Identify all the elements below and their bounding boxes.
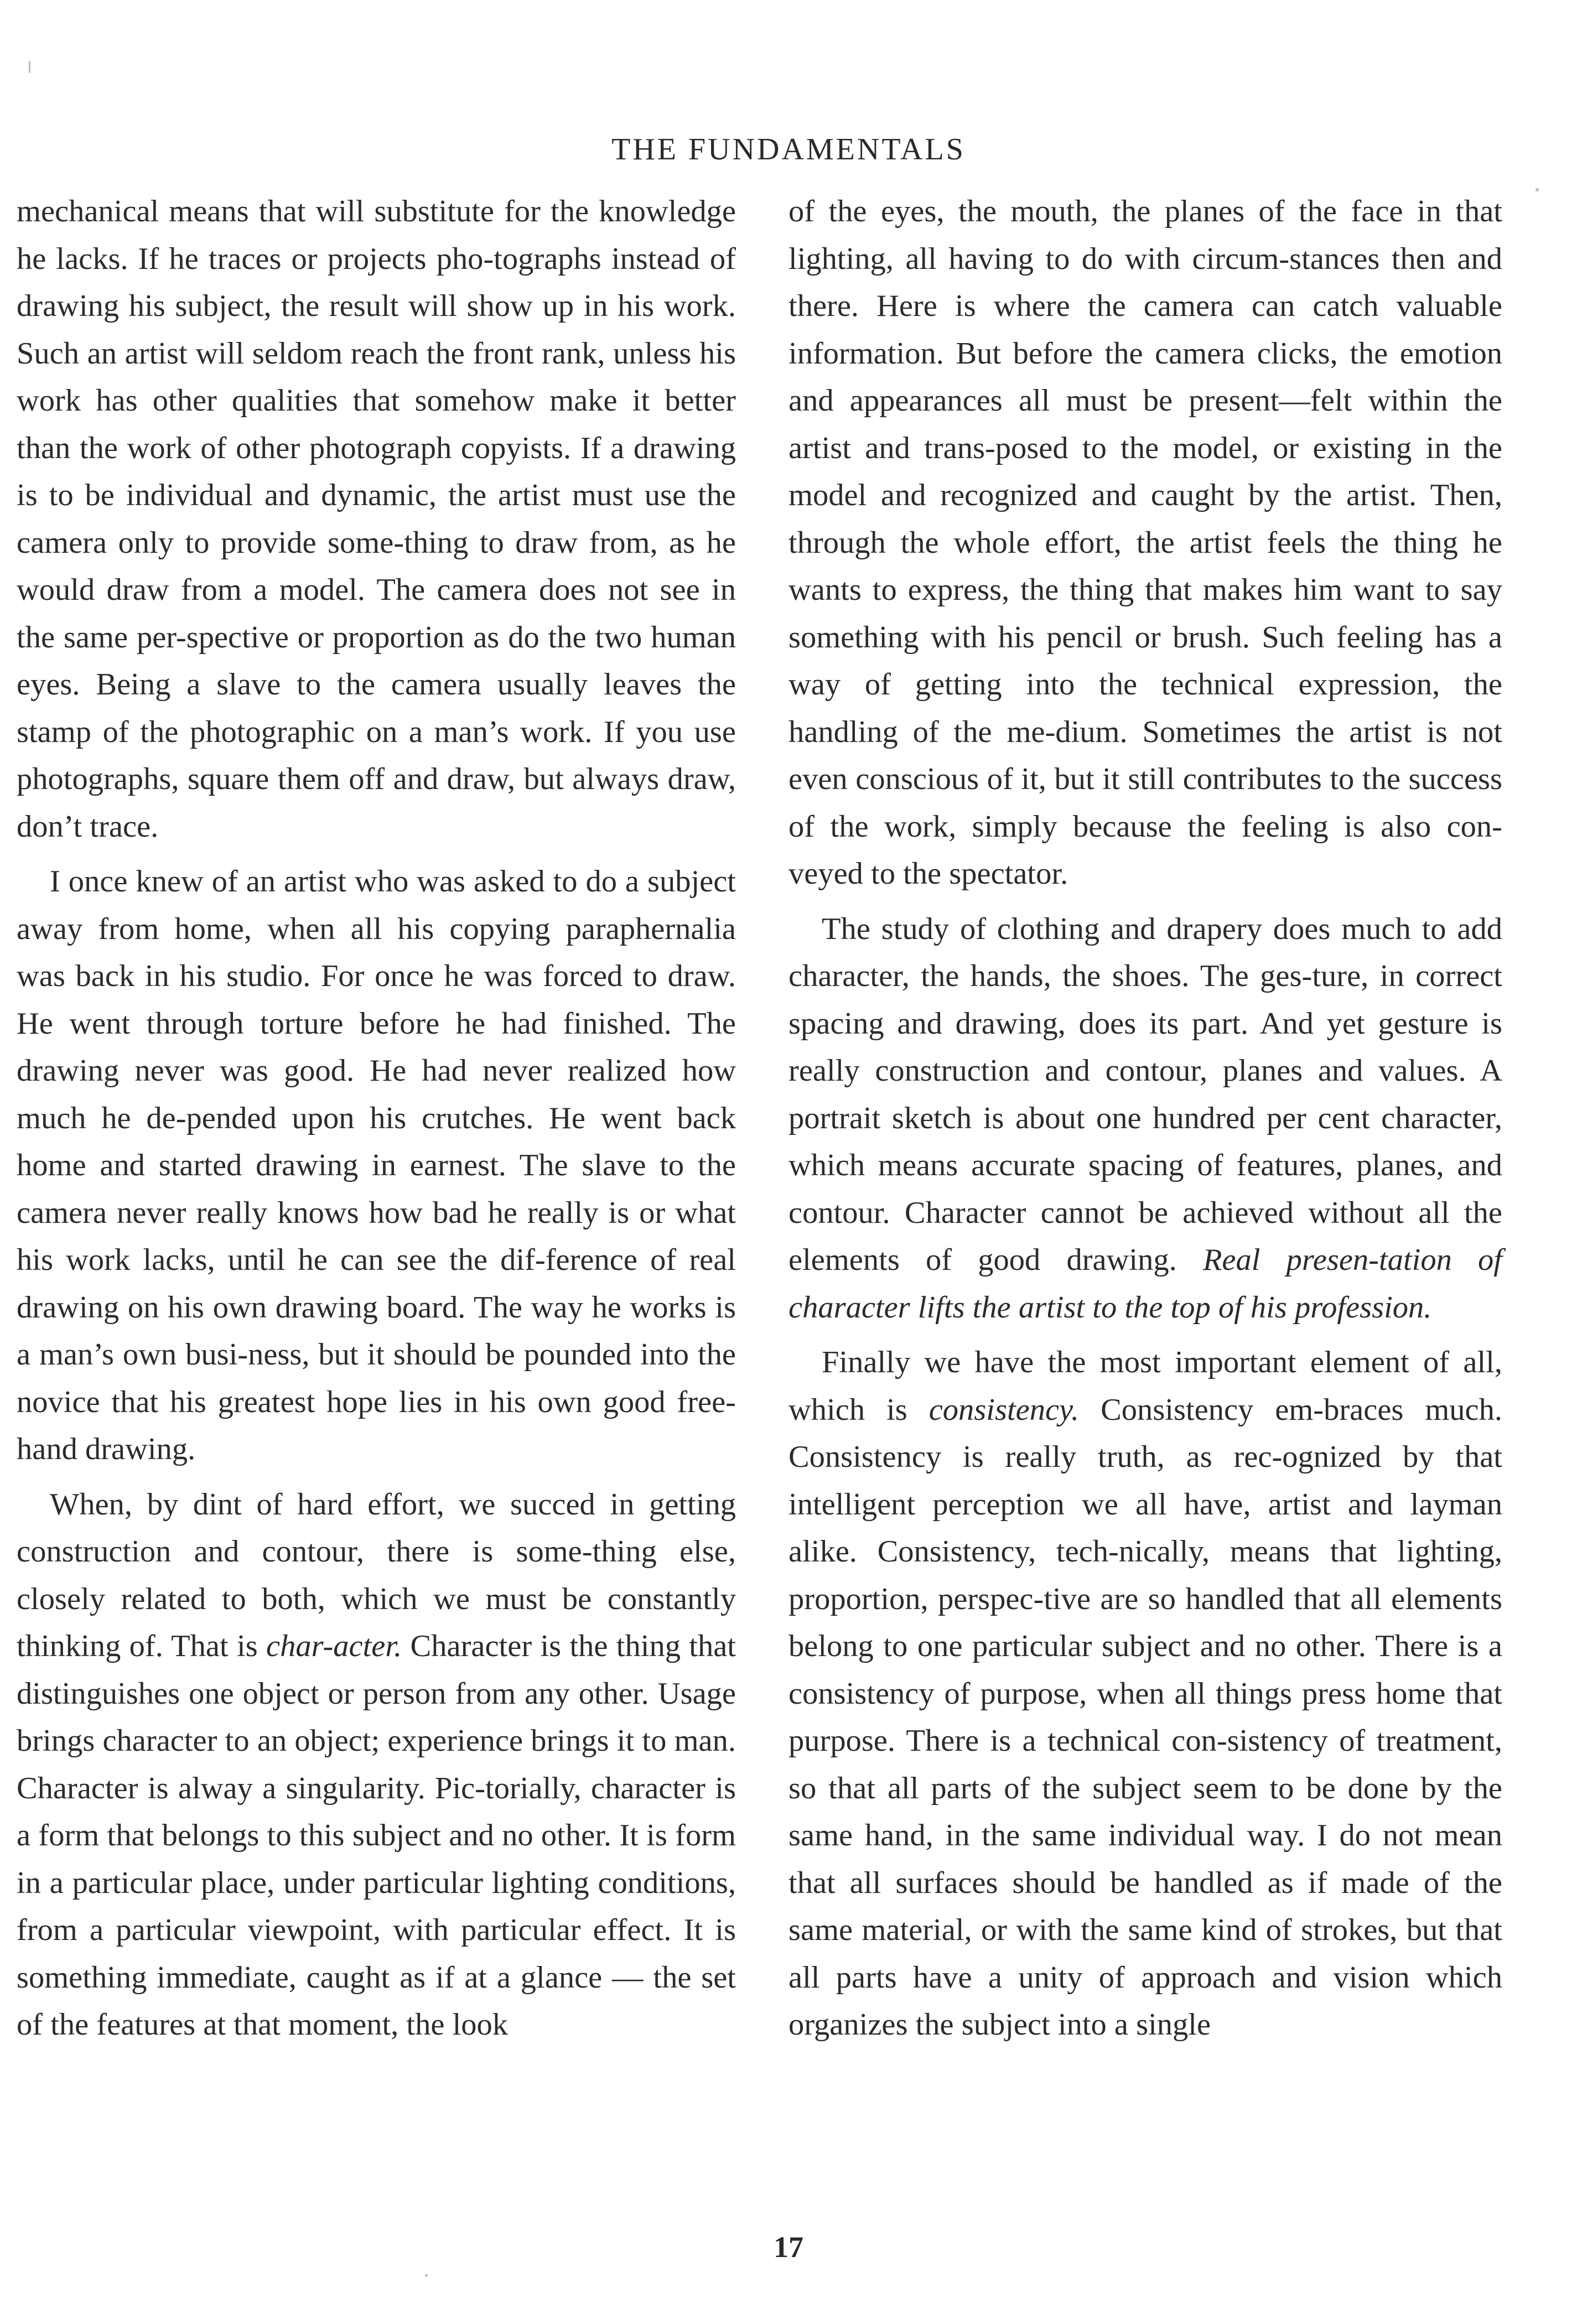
body-text: Character is the thing that distinguishes one object or person from any other. Usage brings character to an object; experience brings it to man. Character is alway a singularity. Pic-torially, character is a form that belongs to this subject and no other. It is form in a particular place, under particular lighting conditions, from a particular viewpoint, with particular effect. It is something immediate, caught as if at a glance — the set of the features at that moment, the look xyxy=(17,1629,736,2042)
left-column xyxy=(17,188,736,2049)
page-number: 17 xyxy=(774,2230,803,2264)
running-head: THE FUNDAMENTALS xyxy=(611,132,966,167)
paragraph xyxy=(17,858,736,1474)
paragraph xyxy=(788,906,1502,1332)
body-text: Finally we have the most important element of all, which is xyxy=(788,1345,1502,1427)
italic-text: consistency. xyxy=(928,1392,1080,1427)
paragraph xyxy=(788,188,1502,898)
italic-text: Real presen-tation of character lifts the artist to the top of his profession. xyxy=(788,1243,1502,1325)
body-text: When, by dint of hard effort, we succed in getting construction and contour, there is some-thing else, closely related to both, which we must be constantly thinking of. That is xyxy=(17,1487,736,1663)
scan-speck xyxy=(1536,188,1539,191)
italic-text: char-acter. xyxy=(266,1629,402,1663)
paragraph xyxy=(17,188,736,850)
paragraph xyxy=(788,1339,1502,2049)
body-text: mechanical means that will substitute for the knowledge he lacks. If he traces or projects pho-tographs instead of drawing his subject, the result will show up in his work. Such an artist will seldom reach the front rank, unless his work has other qualities that somehow make it better than the work of other photograph copyists. If a drawing is to be individual and dynamic, the artist must use the camera only to provide some-thing to draw from, as he would draw from a model. The camera does not see in the same per-spective or proportion as do the two human eyes. Being a slave to the camera usually leaves the stamp of the photographic on a man’s work. If you use photographs, square them off and draw, but always draw, don’t trace. xyxy=(17,194,736,844)
paragraph xyxy=(17,1481,736,2049)
body-text: The study of clothing and drapery does much to add character, the hands, the shoes. The ges-ture, in correct spacing and drawing, does its part. And yet gesture is really construction and contour, planes and values. A portrait sketch is about one hundred per cent character, which means accurate spacing of features, planes, and contour. Character cannot be achieved without all the elements of good drawing. xyxy=(788,911,1502,1277)
scan-speck xyxy=(425,2274,428,2277)
right-column xyxy=(788,188,1502,2049)
body-text: I once knew of an artist who was asked to do a subject away from home, when all his copying paraphernalia was back in his studio. For once he was forced to draw. He went through torture before he had finished. The drawing never was good. He had never realized how much he de-pended upon his crutches. He went back home and started drawing in earnest. The slave to the camera never really knows how bad he really is or what his work lacks, until he can see the dif-ference of real drawing on his own drawing board. The way he works is a man’s own busi-ness, but it should be pounded into the novice that his greatest hope lies in his own good free-hand drawing. xyxy=(17,864,736,1466)
body-text: of the eyes, the mouth, the planes of the face in that lighting, all having to do with circum-stances then and there. Here is where the camera can catch valuable information. But before the camera clicks, the emotion and appearances all must be present—felt within the artist and trans-posed to the model, or existing in the model and recognized and caught by the artist. Then, through the whole effort, the artist feels the thing he wants to express, the thing that makes him want to say something with his pencil or brush. Such feeling has a way of getting into the technical expression, the handling of the me-dium. Sometimes the artist is not even conscious of it, but it still contributes to the success of the work, simply because the feeling is also con-veyed to the spectator. xyxy=(788,194,1502,891)
scan-speck xyxy=(29,61,30,73)
body-text: Consistency em-braces much. Consistency is really truth, as rec-ognized by that intelligent perception we all have, artist and layman alike. Consistency, tech-nically, means that lighting, proportion, perspec-tive are so handled that all elements belong to one particular subject and no other. There is a consistency of purpose, when all things press home that purpose. There is a technical con-sistency of treatment, so that all parts of the subject seem to be done by the same hand, in the same individual way. I do not mean that all surfaces should be handled as if made of the same material, or with the same kind of strokes, but that all parts have a unity of approach and vision which organizes the subject into a single xyxy=(788,1392,1502,2042)
